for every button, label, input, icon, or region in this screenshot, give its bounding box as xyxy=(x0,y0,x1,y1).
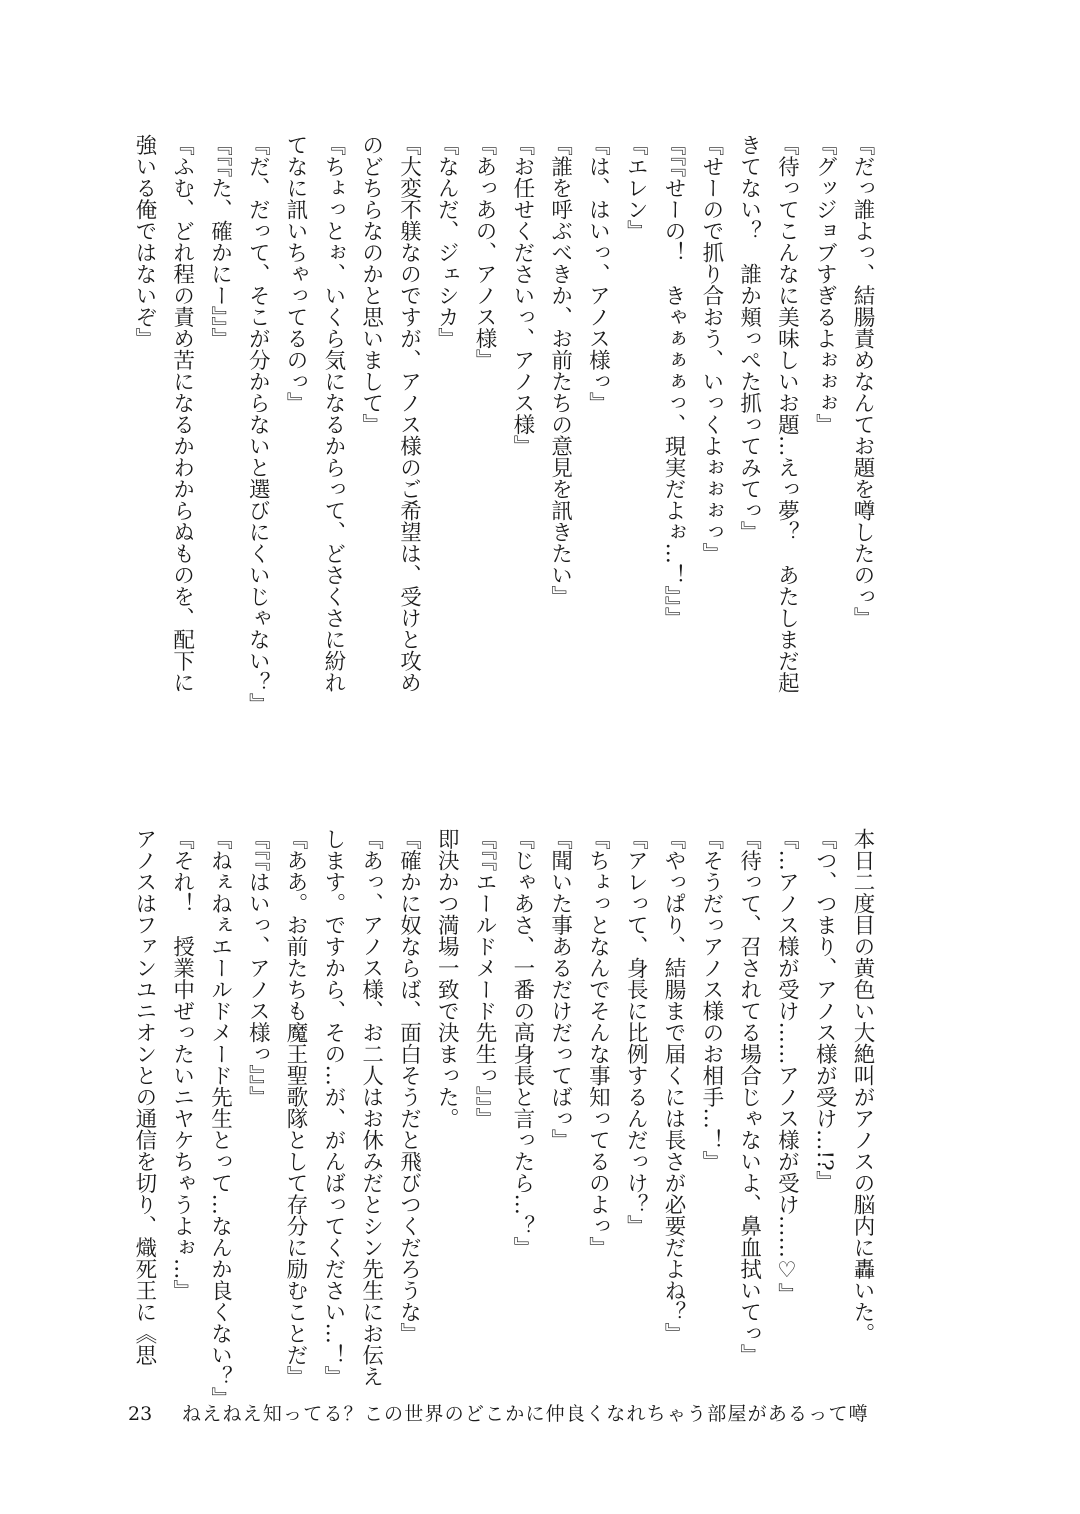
text-column: 『せーので抓り合おう、いっくよぉぉぉっ』 xyxy=(698,134,724,564)
text-column: てなに訊いちゃってるのっ』 xyxy=(283,134,309,414)
text-column: 『それ！ 授業中ぜったいニヤケちゃうよぉ…』 xyxy=(169,828,195,1301)
page-footer xyxy=(128,1402,869,1426)
text-column: 『あっあの、アノス様』 xyxy=(472,134,498,371)
text-column: 『アレって、身長に比例するんだっけ？』 xyxy=(623,828,649,1237)
text-column: 『ねぇねぇエールドメード先生とって…なんか良くない？』 xyxy=(207,828,233,1409)
text-column: 即決かつ満場一致で決まった。 xyxy=(434,828,460,1129)
text-column: 『誰を呼ぶべきか、お前たちの意見を訊きたい』 xyxy=(547,134,573,607)
text-column: 強いる俺ではないぞ』 xyxy=(131,134,157,349)
text-column: 『聞いた事あるだけだってばっ』 xyxy=(547,828,573,1151)
text-column: 『ふむ、どれ程の責め苦になるかわからぬものを、配下に xyxy=(169,134,195,693)
text-column: 『そうだっアノス様のお相手…！』 xyxy=(698,828,724,1172)
text-column: 『は、はいっ、アノス様っ』 xyxy=(585,134,611,414)
lower-text-block xyxy=(125,828,881,1409)
text-column: 『グッジョブすぎるよぉぉぉ』 xyxy=(812,134,838,435)
text-column: 『『『エールドメード先生っ』』』 xyxy=(472,828,498,1129)
page-number: 23 xyxy=(128,1403,153,1425)
text-column: 『待って、召されてる場合じゃないよ、鼻血拭いてっ』 xyxy=(736,828,762,1366)
text-column: 『ちょっとぉ、いくら気になるからって、どさくさに紛れ xyxy=(320,134,346,693)
upper-text-block xyxy=(125,134,881,734)
text-column: 『ああ。お前たちも魔王聖歌隊として存分に励むことだ』 xyxy=(283,828,309,1387)
text-column: 『『『せーの！ きゃぁぁぁっ、現実だよぉ…！』』』 xyxy=(661,134,687,629)
running-title: ねえねえ知ってる？この世界のどこかに仲良くなれちゃう部屋があるって噂 xyxy=(182,1403,869,1425)
text-column: 『エレン』 xyxy=(623,134,649,242)
text-column: 『やっぱり、結腸まで届くには長さが必要だよね？』 xyxy=(661,828,687,1344)
text-column: 『『『はいっ、アノス様っ』』』 xyxy=(245,828,271,1108)
text-column: 『待ってこんなに美味しいお題…えっ夢？ あたしまだ起 xyxy=(774,134,800,693)
text-column: 『なんだ、ジェシカ』 xyxy=(434,134,460,349)
text-column: 『確かに奴ならば、面白そうだと飛びつくだろうな』 xyxy=(396,828,422,1344)
text-column: 『あっ、アノス様、お二人はお休みだとシン先生にお伝え xyxy=(358,828,384,1387)
text-column: 『お任せくださいっ、アノス様』 xyxy=(509,134,535,457)
text-column: 『だ、だって、そこが分からないと選びにくいじゃない？』 xyxy=(245,134,271,715)
text-column: 『『『た、確かにー』』』 xyxy=(207,134,233,349)
text-column: 『じゃあさ、一番の高身長と言ったら…？』 xyxy=(509,828,535,1258)
text-column: 『つ、つまり、アノス様が受け…!?』 xyxy=(812,828,838,1193)
text-column: 『大変不躾なのですが、アノス様のご希望は、受けと攻め xyxy=(396,134,422,693)
text-column: 『…アノス様が受け……アノス様が受け……♡』 xyxy=(774,828,800,1305)
text-column: のどちらなのかと思いまして』 xyxy=(358,134,384,435)
text-column: します。ですから、その…が、がんばってください…！』 xyxy=(320,828,346,1387)
text-column: 『だっ誰よっ、結腸責めなんてお題を噂したのっ』 xyxy=(850,134,875,629)
text-column: アノスはファンユニオンとの通信を切り、熾死王に《思 xyxy=(131,828,157,1366)
text-column: 本日二度目の黄色い大絶叫がアノスの脳内に轟いた。 xyxy=(850,828,875,1344)
text-column: きてない？ 誰か頬っぺた抓ってみてっ』 xyxy=(736,134,762,543)
text-column: 『ちょっとなんでそんな事知ってるのよっ』 xyxy=(585,828,611,1258)
